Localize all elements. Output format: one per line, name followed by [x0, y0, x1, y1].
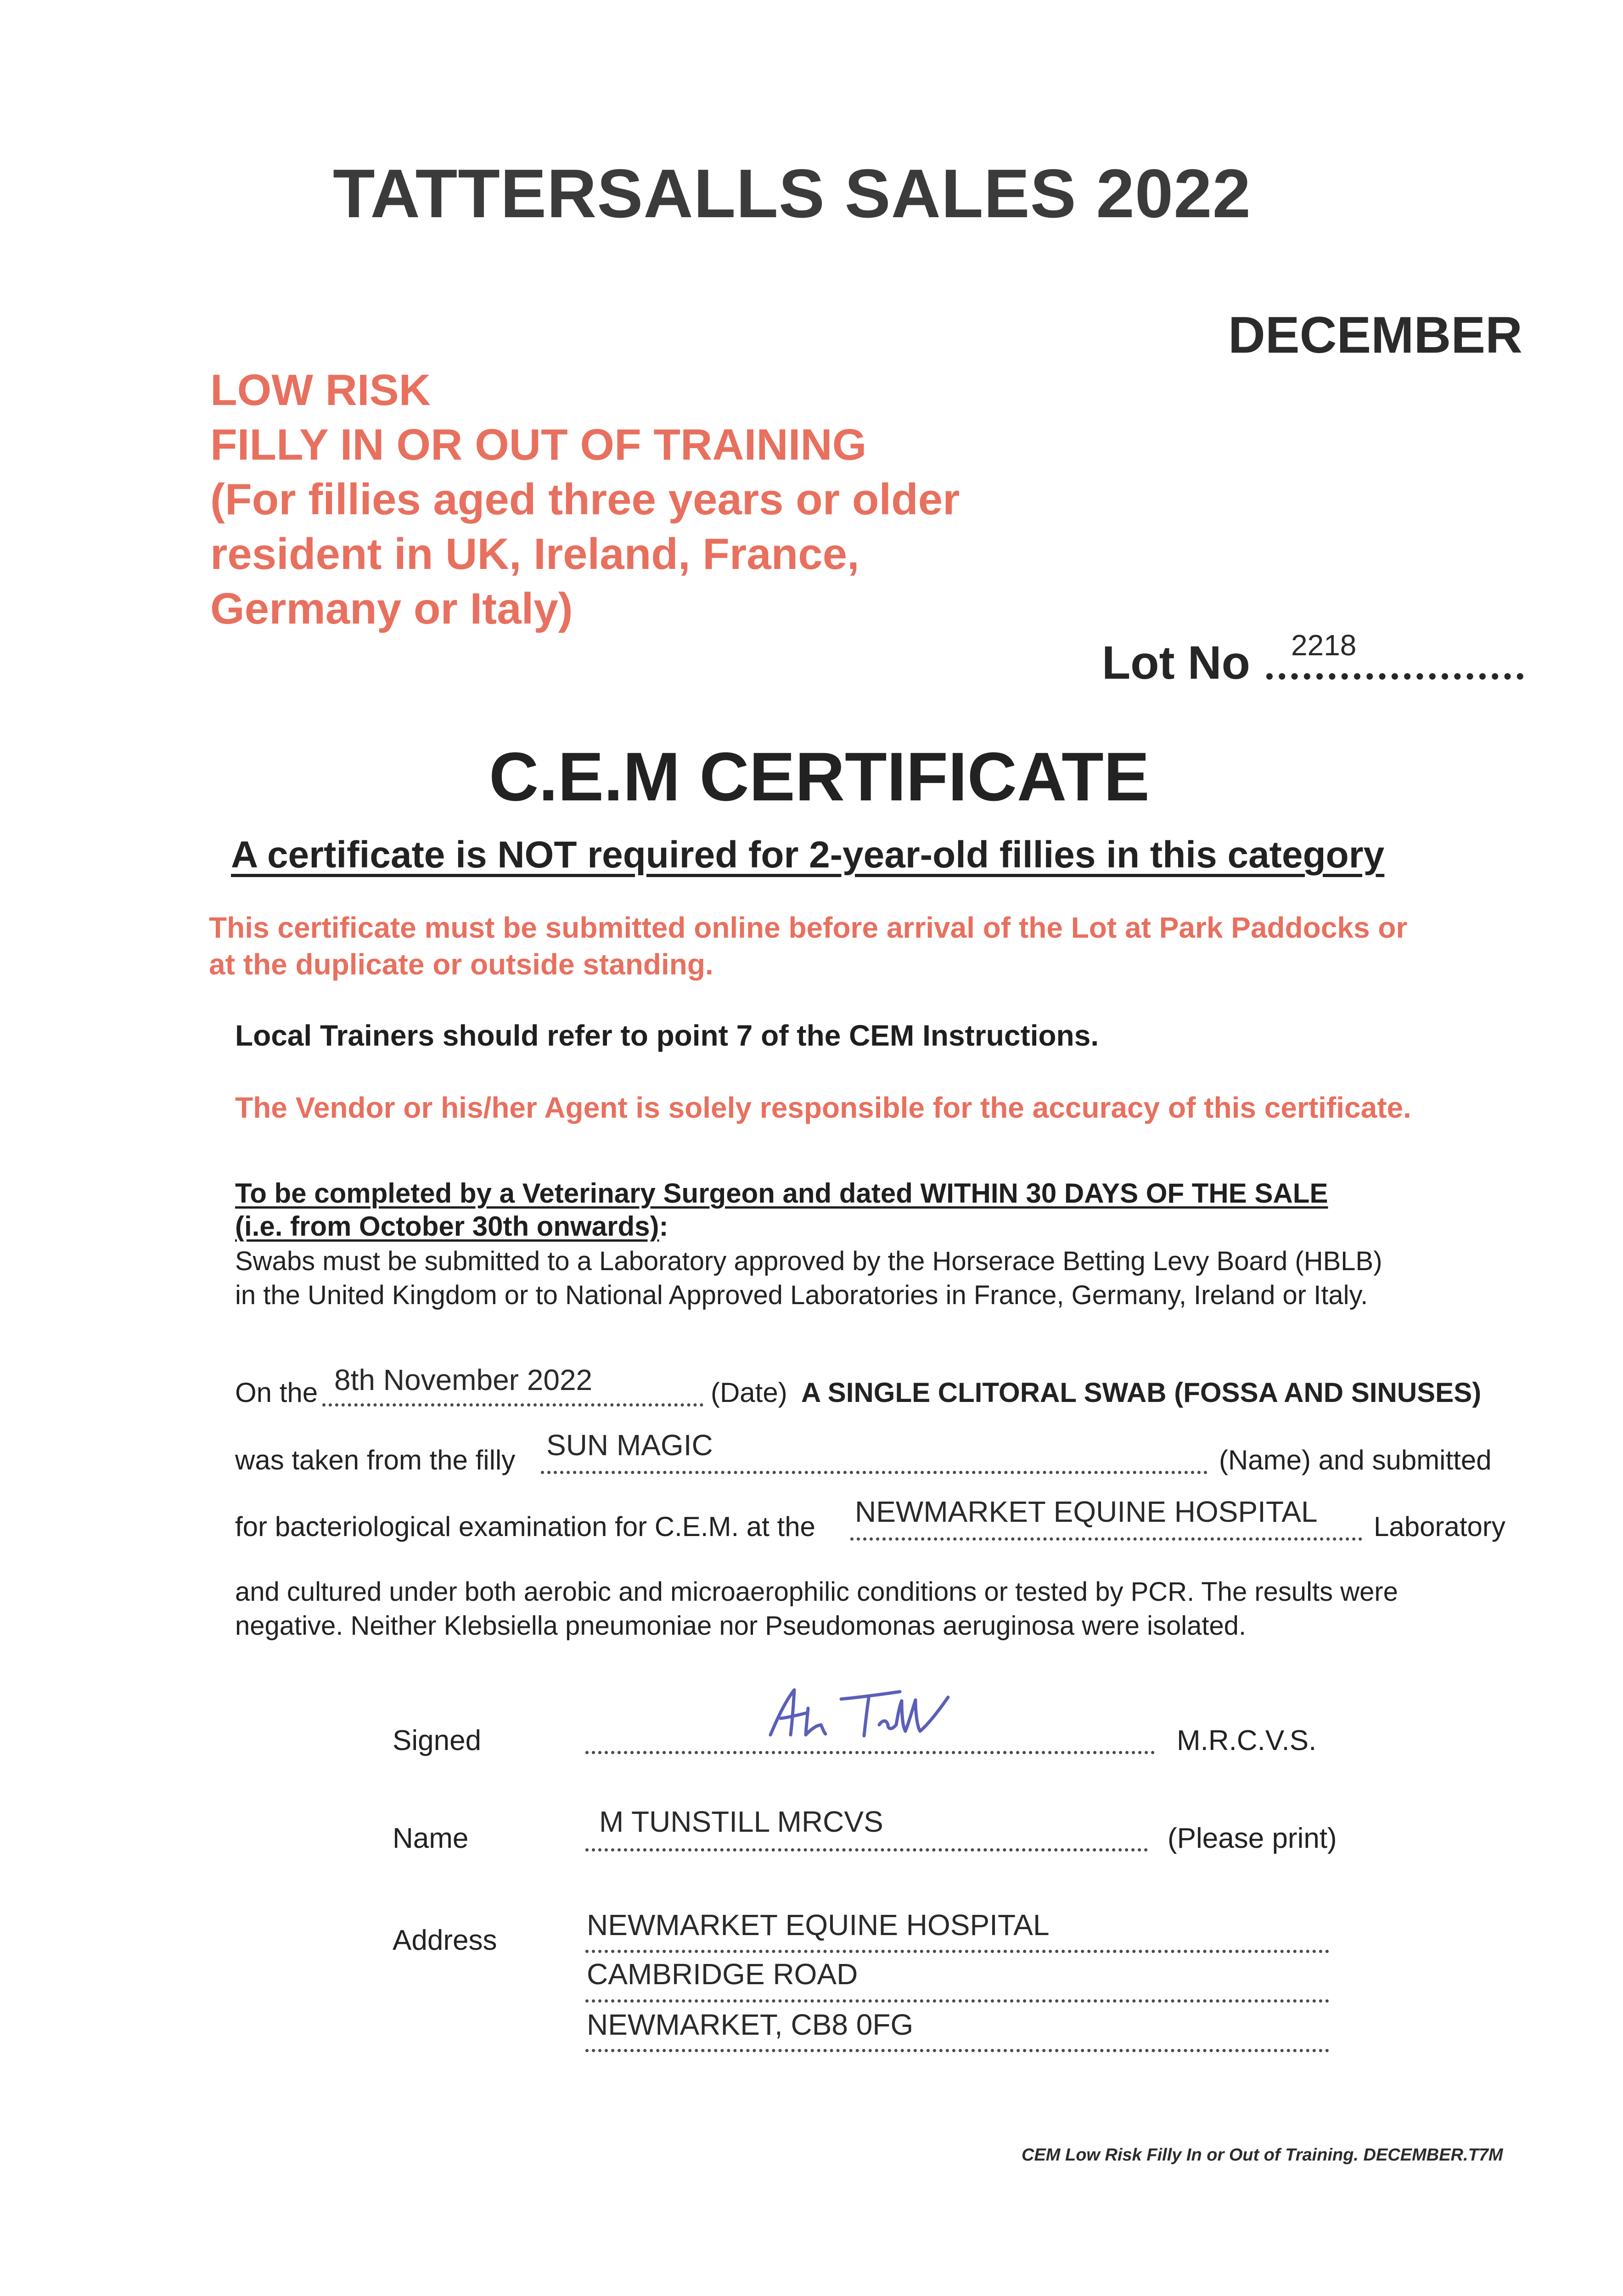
address-dotted-line	[585, 2049, 1329, 2052]
sale-month: DECEMBER	[1228, 306, 1522, 364]
address-line-1[interactable]: NEWMARKET EQUINE HOSPITAL	[587, 1908, 1050, 1941]
category-line: Germany or Italy)	[210, 584, 573, 633]
local-trainers-note: Local Trainers should refer to point 7 of the CEM Instructions.	[235, 1019, 1099, 1052]
veterinary-instructions-heading	[235, 1177, 1328, 1243]
lot-number-value: 2218	[1291, 629, 1357, 662]
address-label: Address	[393, 1925, 497, 1956]
address-dotted-line	[585, 1950, 1329, 1953]
instructions-heading-colon: :	[659, 1211, 668, 1242]
document-title: TATTERSALLS SALES 2022	[333, 155, 1252, 232]
category-line: (For fillies aged three years or older	[210, 475, 960, 524]
address-dotted-line	[585, 1999, 1329, 2003]
instructions-heading-line: (i.e. from October 30th onwards)	[235, 1211, 659, 1242]
address-line-3[interactable]: NEWMARKET, CB8 0FG	[587, 2008, 914, 2041]
vet-name-field[interactable]: M TUNSTILL MRCVS	[599, 1805, 883, 1838]
please-print-label: (Please print)	[1168, 1823, 1337, 1854]
swab-date-field[interactable]: 8th November 2022	[334, 1363, 593, 1396]
date-dotted-line	[322, 1403, 703, 1407]
category-line: FILLY IN OR OUT OF TRAINING	[210, 420, 867, 469]
laboratory-note-line: Swabs must be submitted to a Laboratory approved by the Horserace Betting Levy Board (HBLB)	[235, 1246, 1382, 1276]
submission-notice	[209, 909, 1407, 983]
culture-results-line: negative. Neither Klebsiella pneumoniae nor Pseudomonas aeruginosa were isolated.	[235, 1611, 1247, 1641]
submission-notice-line: This certificate must be submitted online before arrival of the Lot at Park Paddocks or	[209, 911, 1408, 944]
culture-results-line: and cultured under both aerobic and microaerophilic conditions or tested by PCR. The results were	[235, 1577, 1398, 1607]
on-the-label: On the	[235, 1377, 318, 1408]
filly-name-dotted-line	[541, 1471, 1207, 1474]
examination-label: for bacteriological examination for C.E.M. at the	[235, 1511, 815, 1542]
certificate-title: C.E.M CERTIFICATE	[489, 738, 1150, 815]
not-required-notice: A certificate is NOT required for 2-year-old fillies in this category	[231, 834, 1385, 876]
filly-category	[210, 363, 960, 636]
filly-name-field[interactable]: SUN MAGIC	[546, 1429, 713, 1462]
name-label: Name	[393, 1823, 469, 1854]
address-line-2[interactable]: CAMBRIDGE ROAD	[587, 1958, 858, 1991]
laboratory-dotted-line	[850, 1537, 1362, 1541]
swab-description: A SINGLE CLITORAL SWAB (FOSSA AND SINUSES)	[801, 1377, 1482, 1408]
taken-from-label: was taken from the filly	[235, 1445, 516, 1475]
laboratory-label: Laboratory	[1374, 1511, 1505, 1542]
submission-notice-line: at the duplicate or outside standing.	[209, 948, 713, 981]
vendor-responsibility-note: The Vendor or his/her Agent is solely responsible for the accuracy of this certificate.	[235, 1091, 1411, 1124]
category-line: LOW RISK	[210, 366, 431, 415]
laboratory-note-line: in the United Kingdom or to National Approved Laboratories in France, Germany, Ireland or Italy.	[235, 1280, 1368, 1310]
form-reference-footer: CEM Low Risk Filly In or Out of Training. DECEMBER.T7M	[1022, 2145, 1503, 2165]
instructions-heading-line: To be completed by a Veterinary Surgeon and dated WITHIN 30 DAYS OF THE SALE	[235, 1178, 1328, 1209]
name-dotted-line	[585, 1848, 1148, 1851]
laboratory-requirement-note	[235, 1244, 1382, 1312]
lot-number-label: Lot No	[1102, 636, 1250, 689]
date-label: (Date)	[711, 1377, 787, 1408]
veterinary-signature	[762, 1681, 955, 1750]
culture-results-text	[235, 1575, 1398, 1643]
category-line: resident in UK, Ireland, France,	[210, 529, 859, 579]
signed-label: Signed	[393, 1725, 482, 1756]
signature-dotted-line	[585, 1751, 1155, 1754]
mrcvs-suffix: M.R.C.V.S.	[1177, 1725, 1317, 1756]
lot-number-dotted-line	[1266, 673, 1523, 680]
laboratory-name-field[interactable]: NEWMARKET EQUINE HOSPITAL	[855, 1495, 1318, 1528]
filly-name-label: (Name) and submitted	[1219, 1445, 1492, 1475]
